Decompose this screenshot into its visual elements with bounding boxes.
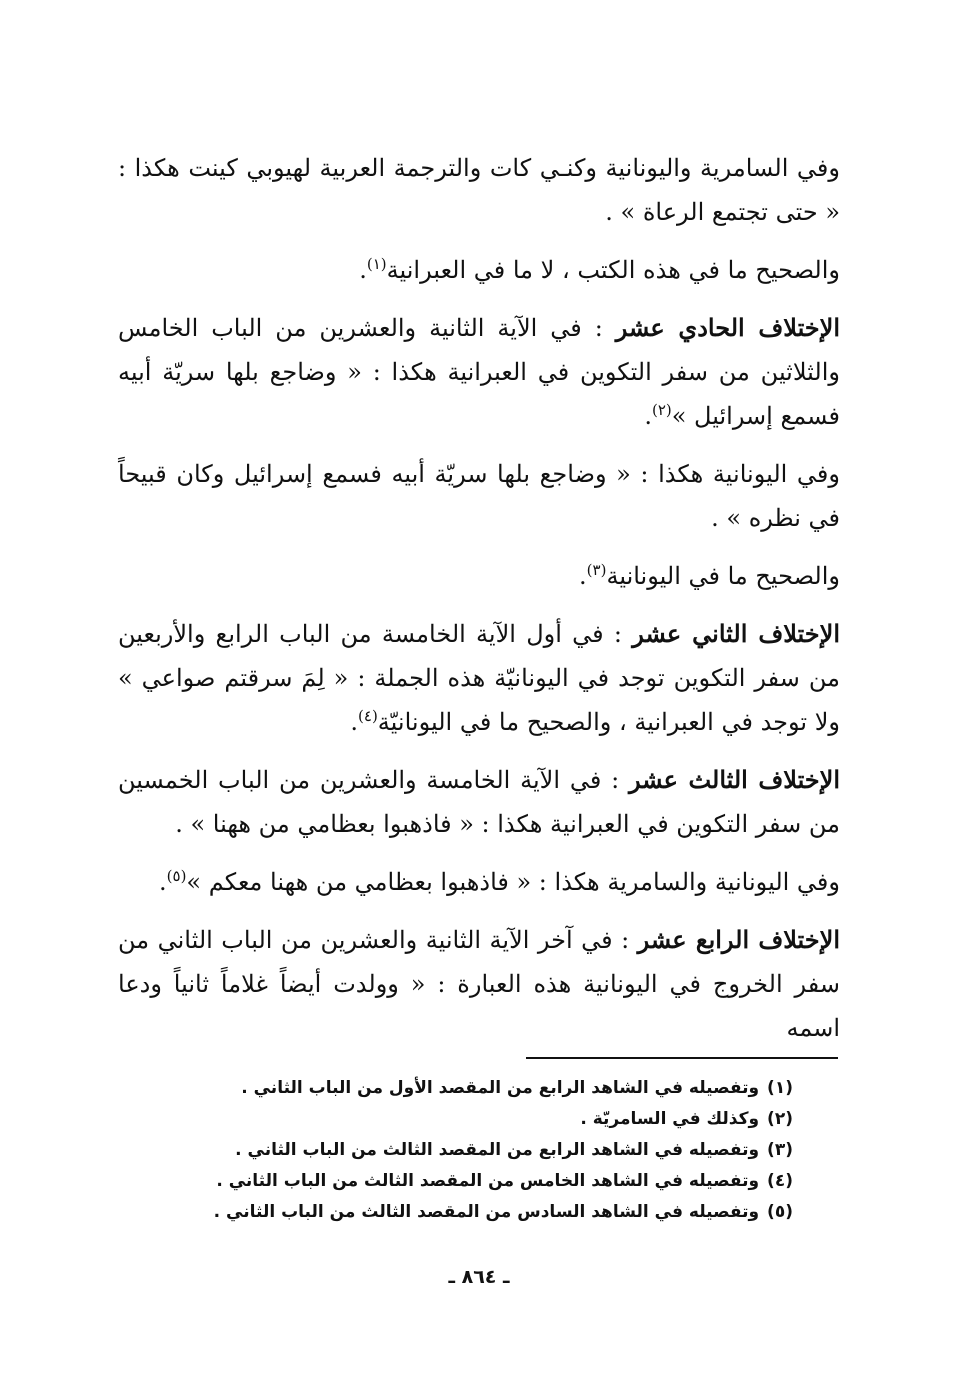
paragraph-6 [118,612,840,744]
paragraph-8 [118,860,840,904]
footnote-2 [118,1104,793,1135]
paragraph-1-text: وفي السامرية واليونانية وكنـي كات والترجمة العربية لهيوبي كينت هكذا : « حتى تجتمع الرعاة » . [118,154,840,226]
paragraph-1 [118,146,840,234]
footnote-text: وتفصيله في الشاهد السادس من المقصد الثالث من الباب الثاني . [213,1202,760,1222]
footnote-number: (٢) [767,1109,793,1129]
footnote-text: وتفصيله في الشاهد الرابع من المقصد الأول من الباب الثاني . [241,1078,760,1098]
paragraph-7-heading: الإختلاف الثالث عشر [628,765,840,794]
paragraph-7 [118,758,840,846]
paragraph-3-footnote-ref: (٢) [651,401,672,419]
page-number: ـ ٨٦٤ ـ [448,1266,510,1288]
paragraph-5-footnote-ref: (٣) [586,561,607,579]
paragraph-7-text: : في الآية الخامسة والعشرين من الباب الخمسين من سفر التكوين في العبرانية هكذا : « فاذهبوا بعظامي من ههنا » . [118,766,840,838]
paragraph-2-footnote-ref: (١) [366,255,387,273]
paragraph-3-tail: . [644,402,652,430]
footnote-1 [118,1073,793,1104]
footnote-number: (٥) [767,1202,793,1222]
paragraph-4 [118,452,840,540]
paragraph-6-tail: . [350,708,359,736]
footnote-4 [118,1166,793,1197]
main-text [118,146,840,1064]
paragraph-5 [118,554,840,598]
paragraph-9-heading: الإختلاف الرابع عشر [637,925,840,954]
paragraph-6-heading: الإختلاف الثاني عشر [632,619,840,648]
footnote-3 [118,1135,793,1166]
footnote-text: وكذلك في السامريّة . [580,1109,760,1129]
paragraph-3 [118,306,840,438]
footnote-text: وتفصيله في الشاهد الخامس من المقصد الثالث من الباب الثاني . [216,1171,760,1191]
paragraph-2 [118,248,840,292]
paragraph-8-footnote-ref: (٥) [166,867,187,885]
paragraph-2-tail: . [359,256,367,284]
paragraph-6-footnote-ref: (٤) [358,707,378,725]
paragraph-5-tail: . [579,562,587,590]
paragraph-5-text: والصحيح ما في اليونانية [606,562,840,590]
footnote-number: (١) [767,1078,793,1098]
paragraph-9-text: : في آخر الآية الثانية والعشرين من الباب الثاني من سفر الخروج في اليونانية هذه العبارة : « وولدت أيضاً غلاماً ثانياً ودعا اسمه [118,926,840,1042]
paragraph-9 [118,918,840,1050]
footnote-separator [526,1057,838,1059]
footnote-number: (٣) [767,1140,793,1160]
paragraph-8-tail: . [159,868,167,896]
paragraph-2-text: والصحيح ما في هذه الكتب ، لا ما في العبرانية [386,256,840,284]
footnote-text: وتفصيله في الشاهد الرابع من المقصد الثالث من الباب الثاني . [235,1140,760,1160]
paragraph-3-text: : في الآية الثانية والعشرين من الباب الخامس والثلاثين من سفر التكوين في العبرانية هكذا : « وضاجع بلها سريّة أبيه فسمع إسرائيل » [118,314,840,430]
paragraph-4-text: وفي اليونانية هكذا : « وضاجع بلها سريّة أبيه فسمع إسرائيل وكان قبيحاً في نظره » . [118,460,840,532]
paragraph-6-text: : في أول الآية الخامسة من الباب الرابع والأربعين من سفر التكوين توجد في اليونانيّة هذه الجملة : « لِمَ سرقتم صواعي » ولا توجد في العبرانية ، والصحيح ما في اليونانيّة [118,620,840,736]
paragraph-8-text: وفي اليونانية والسامرية هكذا : « فاذهبوا بعظامي من ههنا معكم » [186,868,840,896]
paragraph-3-heading: الإختلاف الحادي عشر [615,313,840,342]
footnote-number: (٤) [767,1171,793,1191]
footnotes [118,1073,793,1228]
footnote-5 [118,1197,793,1228]
